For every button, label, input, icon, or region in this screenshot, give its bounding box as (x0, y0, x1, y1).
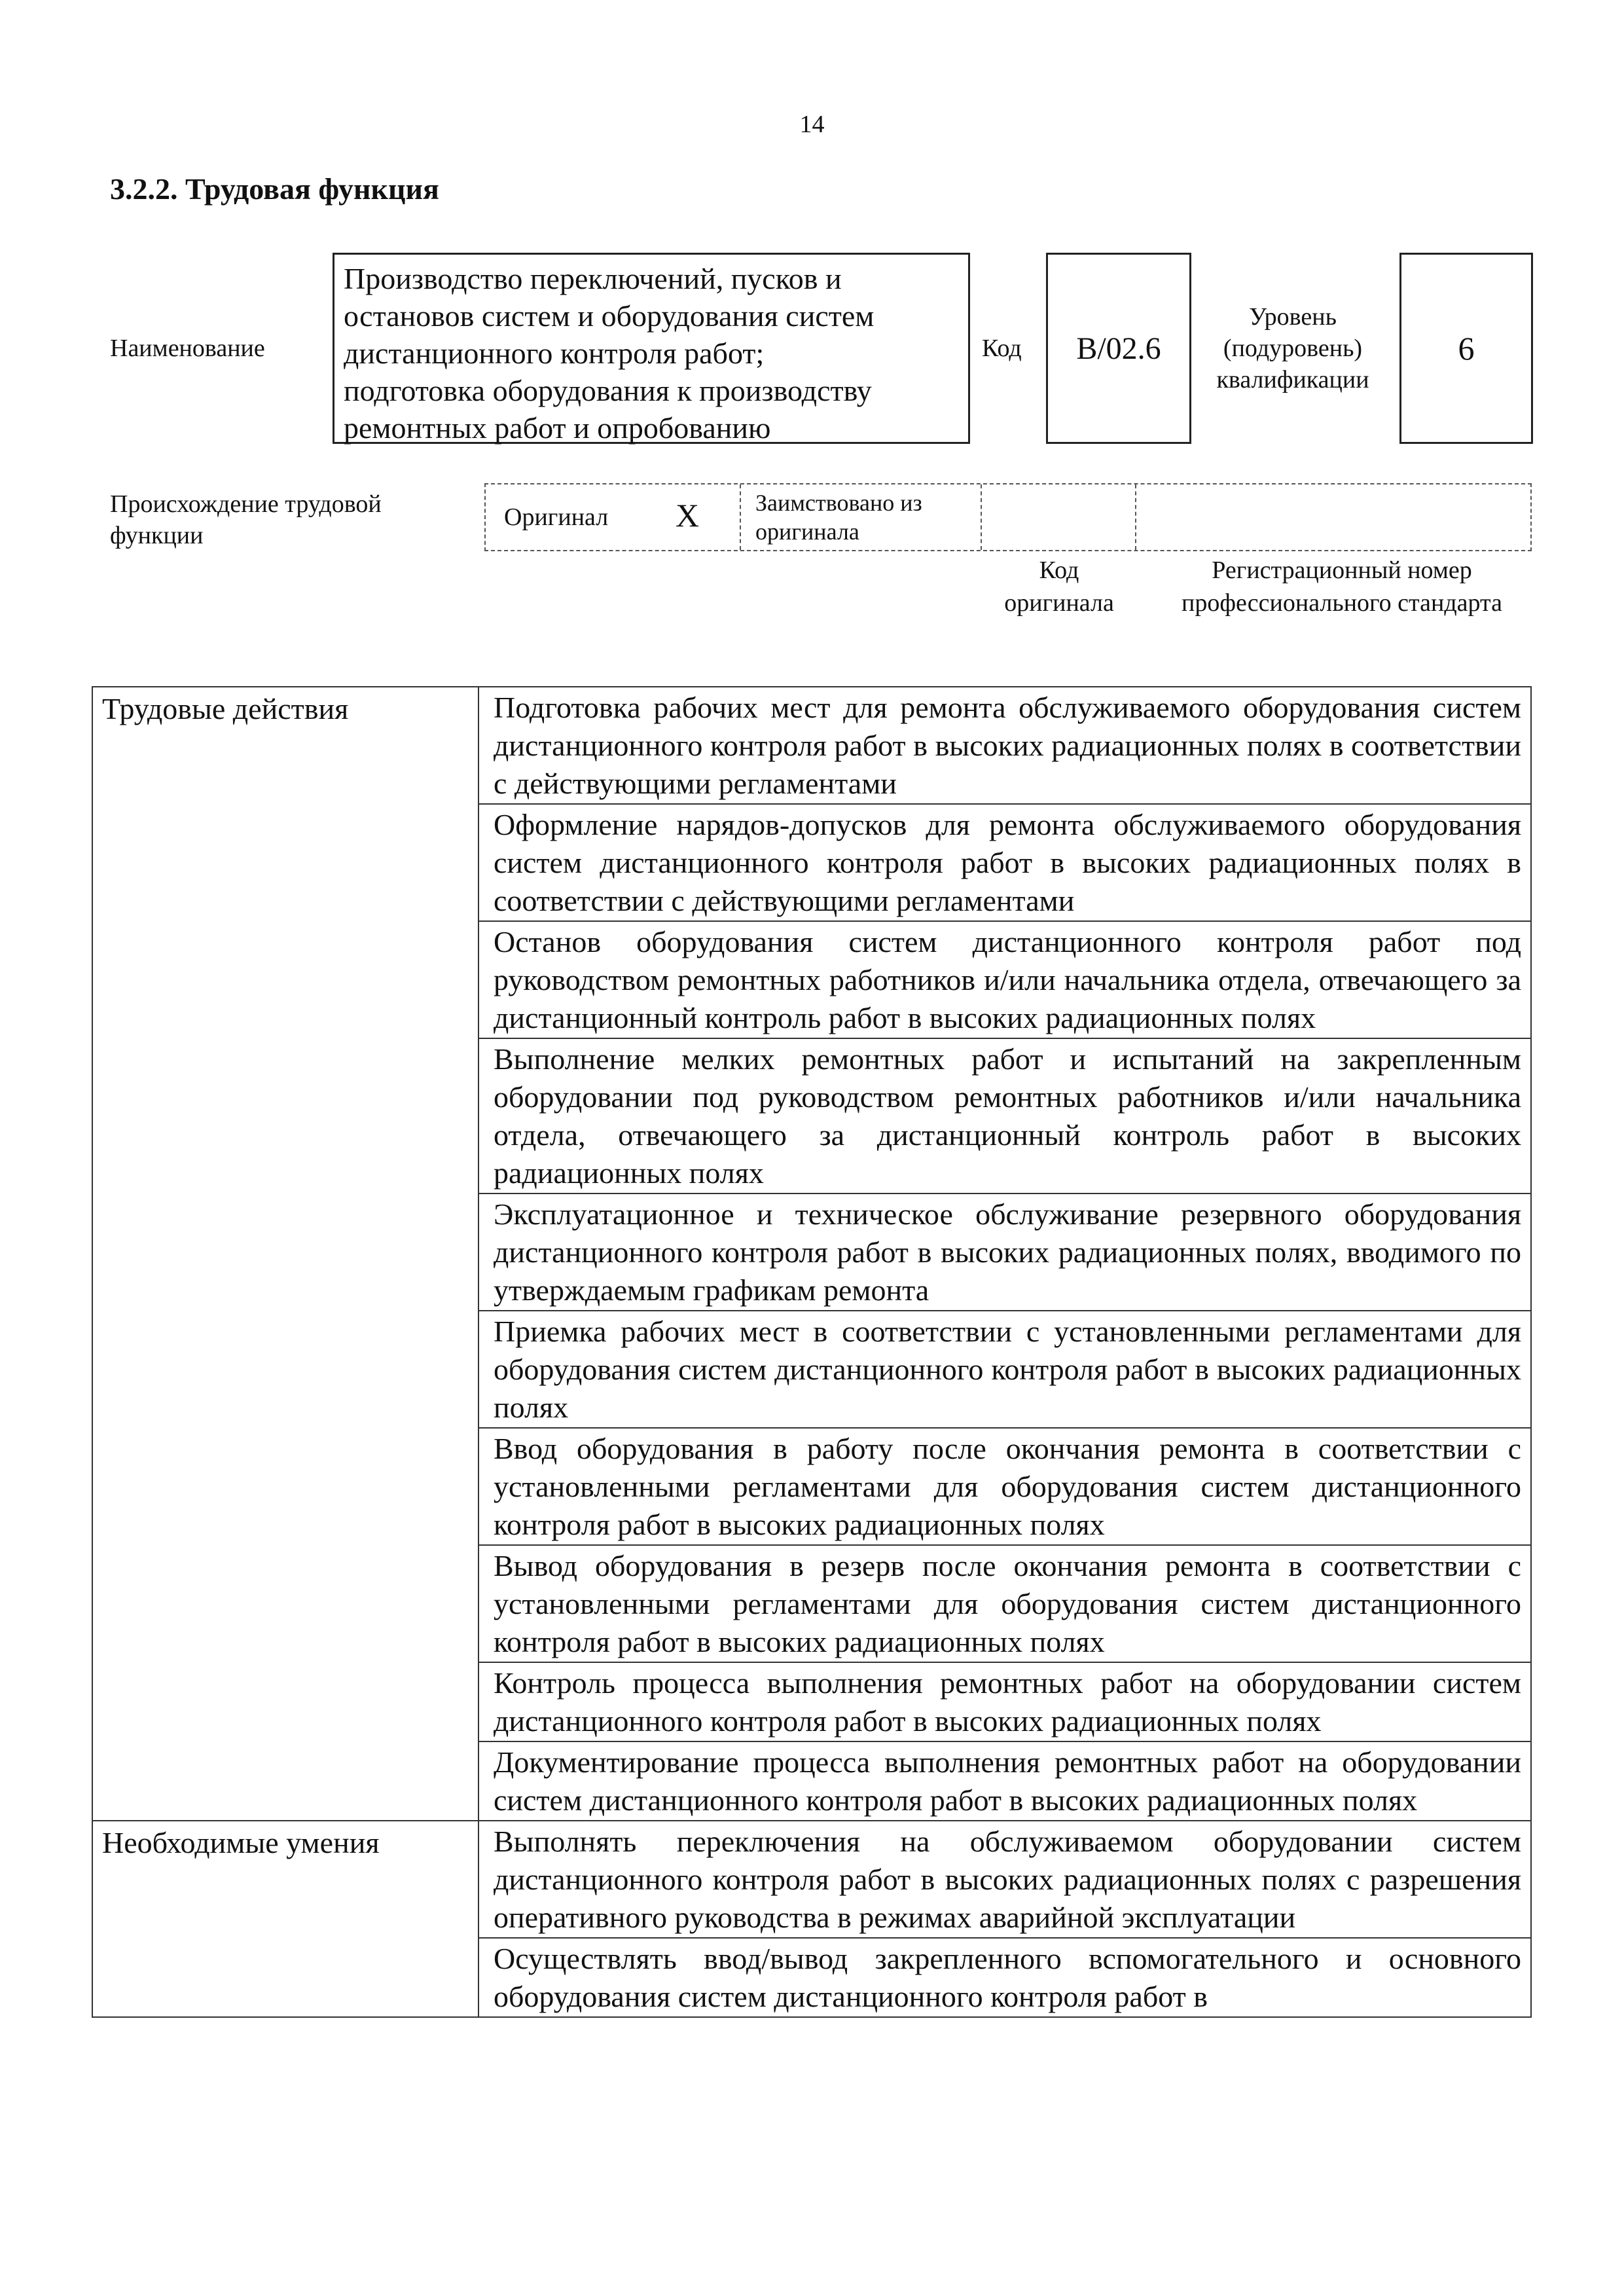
origin-label-line: Происхождение трудовой (110, 490, 382, 518)
caption-line: оригинала (1004, 589, 1114, 617)
original-label: Оригинал (504, 503, 609, 531)
function-name-line: дистанционного контроля работ; (344, 337, 765, 370)
origin-label (110, 488, 463, 551)
function-name-line: ремонтных работ и опробованию (344, 411, 771, 445)
original-cell (486, 484, 741, 550)
labor-action-item: Эксплуатационное и техническое обслуживание резервного оборудования дистанционного контроля работ в высоких радиационных полях, вводимого по утверждаемым графикам ремонта (478, 1194, 1531, 1311)
section-title: 3.2.2. Трудовая функция (110, 172, 439, 206)
table-row (92, 1821, 1531, 1938)
qualification-level-value: 6 (1399, 253, 1533, 444)
function-name-box (333, 253, 970, 444)
page-number: 14 (799, 111, 825, 138)
caption-line: Код (1039, 556, 1079, 584)
function-details-table (92, 686, 1532, 2018)
labor-action-item: Выполнение мелких ремонтных работ и испытаний на закрепленным оборудовании под руководством ремонтных работников и/или начальника отдела, отвечающего за дистанционный контроль работ в высоких радиационных полях (478, 1038, 1531, 1194)
skill-item: Осуществлять ввод/вывод закрепленного вспомогательного и основного оборудования систем дистанционного контроля работ в (478, 1938, 1531, 2017)
borrowed-label-line: Заимствовано из (755, 490, 922, 516)
code-label: Код (982, 335, 1022, 362)
original-code-caption (982, 554, 1136, 619)
level-label-line: (подуровень) (1223, 335, 1363, 362)
skill-item: Выполнять переключения на обслуживаемом оборудовании систем дистанционного контроля работ в высоких радиационных полях с разрешения оперативного руководства в режимах аварийной эксплуатации (478, 1821, 1531, 1938)
labor-action-item: Приемка рабочих мест в соответствии с установленными регламентами для оборудования систем дистанционного контроля работ в высоких радиационных полях (478, 1311, 1531, 1428)
labor-actions-label: Трудовые действия (92, 687, 478, 1821)
function-name-line: остановов систем и оборудования систем (344, 299, 875, 333)
skills-label: Необходимые умения (92, 1821, 478, 2017)
original-code-cell (982, 484, 1136, 550)
labor-action-item: Ввод оборудования в работу после окончания ремонта в соответствии с установленными регламентами для оборудования систем дистанционного контроля работ в высоких радиационных полях (478, 1428, 1531, 1545)
qualification-level-label (1198, 301, 1388, 395)
borrowed-label (755, 488, 922, 546)
labor-action-item: Документирование процесса выполнения ремонтных работ на оборудовании систем дистанционного контроля работ в высоких радиационных полях (478, 1741, 1531, 1821)
name-label: Наименование (110, 335, 265, 362)
origin-label-line: функции (110, 522, 204, 549)
labor-action-item: Контроль процесса выполнения ремонтных работ на оборудовании систем дистанционного контроля работ в высоких радиационных полях (478, 1662, 1531, 1741)
registration-number-caption (1152, 554, 1532, 619)
labor-action-item: Подготовка рабочих мест для ремонта обслуживаемого оборудования систем дистанционного контроля работ в высоких радиационных полях в соответствии с действующими регламентами (478, 687, 1531, 804)
labor-action-item: Оформление нарядов-допусков для ремонта обслуживаемого оборудования систем дистанционного контроля работ в высоких радиационных полях в соответствии с действующими регламентами (478, 804, 1531, 921)
origin-row (484, 483, 1532, 551)
caption-line: профессионального стандарта (1182, 589, 1502, 617)
level-label-line: квалификации (1216, 366, 1369, 393)
table-row (92, 687, 1531, 804)
code-value: B/02.6 (1046, 253, 1191, 444)
caption-line: Регистрационный номер (1212, 556, 1472, 584)
original-mark: X (676, 497, 700, 534)
borrowed-cell (741, 484, 982, 550)
labor-action-item: Вывод оборудования в резерв после окончания ремонта в соответствии с установленными регламентами для оборудования систем дистанционного контроля работ в высоких радиационных полях (478, 1545, 1531, 1662)
registration-number-cell (1136, 484, 1530, 550)
level-label-line: Уровень (1249, 303, 1337, 331)
labor-action-item: Останов оборудования систем дистанционного контроля работ под руководством ремонтных работников и/или начальника отдела, отвечающего за дистанционный контроль работ в высоких радиационных полях (478, 921, 1531, 1038)
function-name-line: подготовка оборудования к производству (344, 374, 872, 407)
function-name-line: Производство переключений, пусков и (344, 262, 842, 295)
borrowed-label-line: оригинала (755, 519, 859, 545)
